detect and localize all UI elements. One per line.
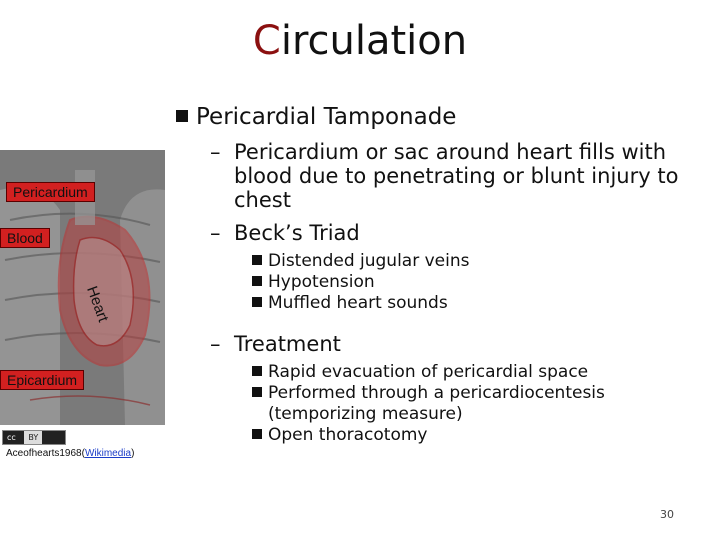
sub-bullet-line: blood due to penetrating or blunt injury to [234, 164, 679, 188]
square-bullet-icon [252, 255, 262, 265]
square-bullet-icon [252, 297, 262, 307]
list-item [252, 251, 470, 272]
list-item [252, 383, 605, 404]
sub-bullet-becks-triad [210, 221, 360, 245]
list-item [252, 362, 605, 383]
credit-paren-close: ) [131, 448, 135, 459]
credit-author: Aceofhearts1968 [6, 448, 82, 459]
sub-bullet-line: chest [234, 188, 291, 212]
list-item-continuation: (temporizing measure) [268, 404, 463, 424]
dash-icon: – [210, 221, 221, 245]
sub-bullet-treatment [210, 332, 341, 356]
sub-bullet-line: Pericardium or sac around heart fills with [234, 140, 666, 164]
heart-label: Heart [83, 283, 112, 325]
page-number: 30 [660, 508, 674, 521]
slide-title [0, 18, 720, 64]
credit-paren-open: ( [81, 448, 85, 459]
pericardium-label: Pericardium [6, 182, 95, 202]
treatment-list [252, 362, 605, 446]
square-bullet-icon [252, 276, 262, 286]
chest-xray-figure [0, 150, 165, 425]
square-bullet-icon [252, 429, 262, 439]
image-credit [6, 448, 134, 459]
cc-license-badge [2, 430, 66, 445]
triad-list [252, 251, 470, 314]
list-item-text: Muffled heart sounds [268, 293, 448, 313]
list-item-text: Distended jugular veins [268, 251, 470, 271]
main-bullet [176, 104, 456, 130]
title-rest: irculation [280, 18, 468, 64]
main-bullet-text: Pericardial Tamponade [196, 104, 457, 130]
list-item-text: Rapid evacuation of pericardial space [268, 362, 589, 382]
list-item [252, 425, 605, 446]
cc-icon: cc [7, 433, 16, 442]
square-bullet-icon [176, 110, 188, 122]
list-item [252, 293, 470, 314]
by-icon: BY [24, 431, 42, 444]
list-item-text: Open thoracotomy [268, 425, 428, 445]
title-initial: C [252, 18, 281, 64]
square-bullet-icon [252, 387, 262, 397]
list-item-text: Performed through a pericardiocentesis [268, 383, 605, 403]
wikimedia-link[interactable]: Wikimedia [84, 448, 132, 459]
list-item-text: Hypotension [268, 272, 375, 292]
epicardium-label: Epicardium [0, 370, 84, 390]
dash-icon: – [210, 332, 221, 356]
sub-bullet-text: Beck’s Triad [234, 221, 360, 245]
dash-icon: – [210, 140, 221, 164]
sub-bullet-text: Treatment [234, 332, 341, 356]
blood-label: Blood [0, 228, 50, 248]
sub-bullet-pericardium [210, 140, 678, 212]
square-bullet-icon [252, 366, 262, 376]
list-item [252, 272, 470, 293]
